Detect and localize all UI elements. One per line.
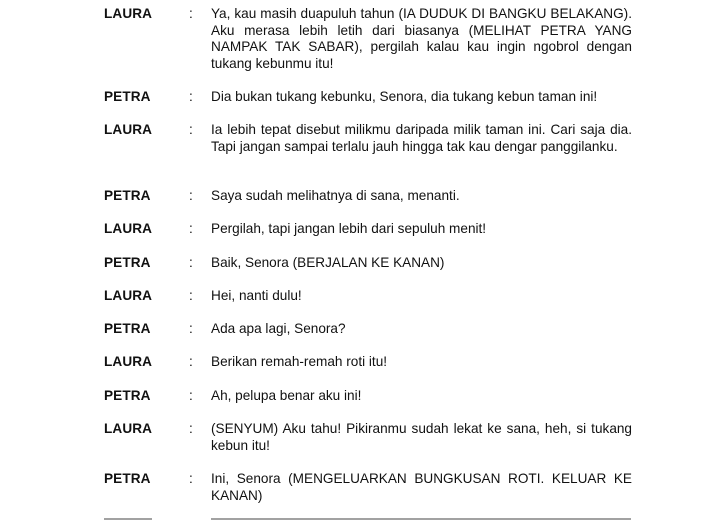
dialogue-text: Pergilah, tapi jangan lebih dari sepuluh menit! <box>211 221 487 236</box>
dialogue-text: Dia bukan tukang kebunku, Senora, dia tukang kebun taman ini! <box>211 89 598 104</box>
speaker-name: PETRA <box>104 89 151 104</box>
dialogue-text: Hei, nanti dulu! <box>211 288 302 303</box>
speaker-name: LAURA <box>104 421 153 436</box>
speaker-name: PETRA <box>104 188 151 203</box>
speaker-name: LAURA <box>104 288 153 303</box>
speaker-name: PETRA <box>104 255 151 270</box>
separator-colon: : <box>189 471 193 486</box>
speaker-name: LAURA <box>104 122 153 137</box>
speaker-name: PETRA <box>104 321 151 336</box>
dialogue-text: Ada apa lagi, Senora? <box>211 321 346 336</box>
dialogue-text: Ah, pelupa benar aku ini! <box>211 388 362 403</box>
dialogue-text: Saya sudah melihatnya di sana, menanti. <box>211 188 460 203</box>
speaker-name: LAURA <box>104 221 153 236</box>
speaker-name: PETRA <box>104 388 151 403</box>
cropped-next-line <box>0 512 715 520</box>
separator-colon: : <box>189 255 193 270</box>
separator-colon: : <box>189 89 193 104</box>
separator-colon: : <box>189 288 193 303</box>
separator-colon: : <box>189 188 193 203</box>
dialogue-text: Ini, Senora (MENGELUARKAN BUNGKUSAN ROTI. KELUAR KE KANAN) <box>211 471 632 503</box>
separator-colon: : <box>189 221 193 236</box>
separator-colon: : <box>189 354 193 369</box>
speaker-name: LAURA <box>104 6 153 21</box>
separator-colon: : <box>189 421 193 436</box>
dialogue-text: Ya, kau masih duapuluh tahun (IA DUDUK DI BANGKU BELAKANG). Aku merasa lebih letih dari biasanya (MELIHAT PETRA YANG NAMPAK TAK SABAR), pergilah kalau kau ingin ngobrol dengan tukang kebunmu itu! <box>211 6 632 71</box>
speaker-name: LAURA <box>104 354 153 369</box>
dialogue-text: (SENYUM) Aku tahu! Pikiranmu sudah lekat ke sana, heh, si tukang kebun itu! <box>211 421 632 453</box>
dialogue-text: Berikan remah-remah roti itu! <box>211 354 388 369</box>
speaker-name: PETRA <box>104 471 151 486</box>
dialogue-text: Baik, Senora (BERJALAN KE KANAN) <box>211 255 445 270</box>
separator-colon: : <box>189 6 193 21</box>
separator-colon: : <box>189 321 193 336</box>
separator-colon: : <box>189 122 193 137</box>
separator-colon: : <box>189 388 193 403</box>
dialogue-text: Ia lebih tepat disebut milikmu daripada milik taman ini. Cari saja dia. Tapi jangan sampai terlalu jauh hingga tak kau dengar panggilanku. <box>211 122 632 154</box>
